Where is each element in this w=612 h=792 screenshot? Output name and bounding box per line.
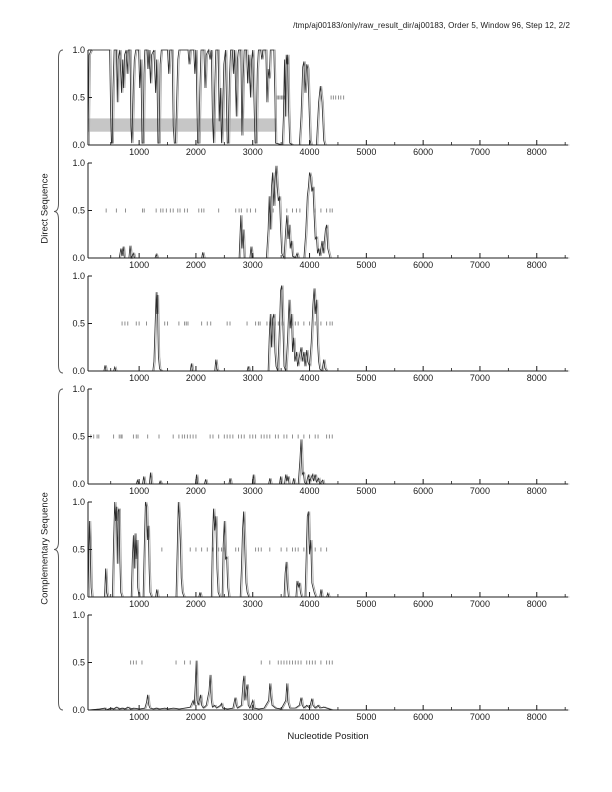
coding-region-bar bbox=[88, 118, 277, 131]
panel-direct-frame-1 bbox=[72, 45, 569, 157]
coding-potential-curve-shadow bbox=[89, 286, 569, 372]
y-tick-label: 1.0 bbox=[72, 158, 85, 168]
y-tick-label: 0.0 bbox=[72, 592, 85, 602]
x-tick-label: 2000 bbox=[185, 147, 206, 157]
x-tick-label: 1000 bbox=[129, 599, 150, 609]
x-axis-title: Nucleotide Position bbox=[287, 731, 369, 742]
coding-potential-curve-shadow bbox=[89, 661, 569, 710]
x-tick-label: 5000 bbox=[356, 486, 377, 496]
x-tick-label: 7000 bbox=[469, 486, 490, 496]
x-tick-label: 4000 bbox=[299, 486, 320, 496]
coding-potential-curve bbox=[88, 502, 568, 597]
x-tick-label: 2000 bbox=[185, 599, 206, 609]
x-tick-label: 1000 bbox=[129, 260, 150, 270]
complementary-group-brace bbox=[54, 389, 63, 710]
x-tick-label: 2000 bbox=[185, 486, 206, 496]
x-tick-label: 6000 bbox=[413, 147, 434, 157]
x-tick-label: 5000 bbox=[356, 260, 377, 270]
x-tick-label: 8000 bbox=[526, 260, 547, 270]
plot-title: /tmp/aj00183/only/raw_result_dir/aj00183, Order 5, Window 96, Step 12, 2/2 bbox=[293, 21, 570, 30]
x-tick-label: 5000 bbox=[356, 373, 377, 383]
y-tick-label: 0.5 bbox=[72, 657, 85, 668]
y-tick-label: 1.0 bbox=[72, 497, 85, 507]
x-tick-label: 2000 bbox=[185, 712, 206, 722]
x-tick-label: 4000 bbox=[299, 260, 320, 270]
x-tick-label: 5000 bbox=[356, 712, 377, 722]
y-tick-label: 1.0 bbox=[72, 384, 85, 394]
y-tick-label: 1.0 bbox=[72, 45, 85, 55]
y-tick-label: 0.5 bbox=[72, 92, 85, 103]
x-tick-label: 6000 bbox=[413, 486, 434, 496]
coding-potential-curve bbox=[88, 439, 568, 484]
y-tick-label: 0.5 bbox=[72, 544, 85, 555]
x-tick-label: 8000 bbox=[526, 599, 547, 609]
x-tick-label: 4000 bbox=[299, 712, 320, 722]
y-tick-label: 0.0 bbox=[72, 366, 85, 376]
panel-complementary-frame-1 bbox=[72, 384, 569, 496]
x-tick-label: 4000 bbox=[299, 373, 320, 383]
x-tick-label: 7000 bbox=[469, 712, 490, 722]
y-tick-label: 0.5 bbox=[72, 205, 85, 216]
x-tick-label: 3000 bbox=[242, 373, 263, 383]
panel-direct-frame-3 bbox=[72, 271, 569, 383]
x-tick-label: 3000 bbox=[242, 486, 263, 496]
x-tick-label: 6000 bbox=[413, 373, 434, 383]
y-tick-label: 0.0 bbox=[72, 705, 85, 715]
direct-sequence-axis-label: Direct Sequence bbox=[39, 173, 51, 244]
x-tick-label: 3000 bbox=[242, 147, 263, 157]
x-tick-label: 6000 bbox=[413, 712, 434, 722]
x-tick-label: 3000 bbox=[242, 599, 263, 609]
x-tick-label: 3000 bbox=[242, 712, 263, 722]
y-tick-label: 0.0 bbox=[72, 253, 85, 263]
x-tick-label: 4000 bbox=[299, 599, 320, 609]
x-tick-label: 8000 bbox=[526, 147, 547, 157]
y-tick-label: 1.0 bbox=[72, 271, 85, 281]
x-tick-label: 7000 bbox=[469, 373, 490, 383]
y-tick-label: 0.5 bbox=[72, 318, 85, 329]
panel-complementary-frame-2 bbox=[72, 497, 569, 609]
coding-potential-curve-shadow bbox=[89, 166, 569, 258]
y-tick-label: 0.0 bbox=[72, 140, 85, 150]
coding-potential-curve bbox=[88, 166, 568, 258]
x-tick-label: 5000 bbox=[356, 147, 377, 157]
panel-complementary-frame-3 bbox=[72, 610, 569, 722]
x-tick-label: 5000 bbox=[356, 599, 377, 609]
y-tick-label: 0.5 bbox=[72, 431, 85, 442]
x-tick-label: 7000 bbox=[469, 147, 490, 157]
x-tick-label: 6000 bbox=[413, 599, 434, 609]
x-tick-label: 1000 bbox=[129, 712, 150, 722]
complementary-sequence-axis-label: Complementary Sequence bbox=[39, 492, 51, 605]
panel-direct-frame-2 bbox=[72, 158, 569, 270]
y-tick-label: 1.0 bbox=[72, 610, 85, 620]
x-tick-label: 1000 bbox=[129, 373, 150, 383]
x-tick-label: 6000 bbox=[413, 260, 434, 270]
coding-potential-curve-shadow bbox=[89, 439, 569, 484]
y-tick-label: 0.0 bbox=[72, 479, 85, 489]
x-tick-label: 7000 bbox=[469, 260, 490, 270]
direct-group-brace bbox=[54, 50, 63, 373]
x-tick-label: 4000 bbox=[299, 147, 320, 157]
x-tick-label: 2000 bbox=[185, 373, 206, 383]
x-tick-label: 1000 bbox=[129, 486, 150, 496]
x-tick-label: 8000 bbox=[526, 373, 547, 383]
x-tick-label: 1000 bbox=[129, 147, 150, 157]
x-tick-label: 2000 bbox=[185, 260, 206, 270]
x-tick-label: 8000 bbox=[526, 712, 547, 722]
x-tick-label: 3000 bbox=[242, 260, 263, 270]
coding-potential-curve bbox=[88, 661, 568, 710]
x-tick-label: 7000 bbox=[469, 599, 490, 609]
x-tick-label: 8000 bbox=[526, 486, 547, 496]
